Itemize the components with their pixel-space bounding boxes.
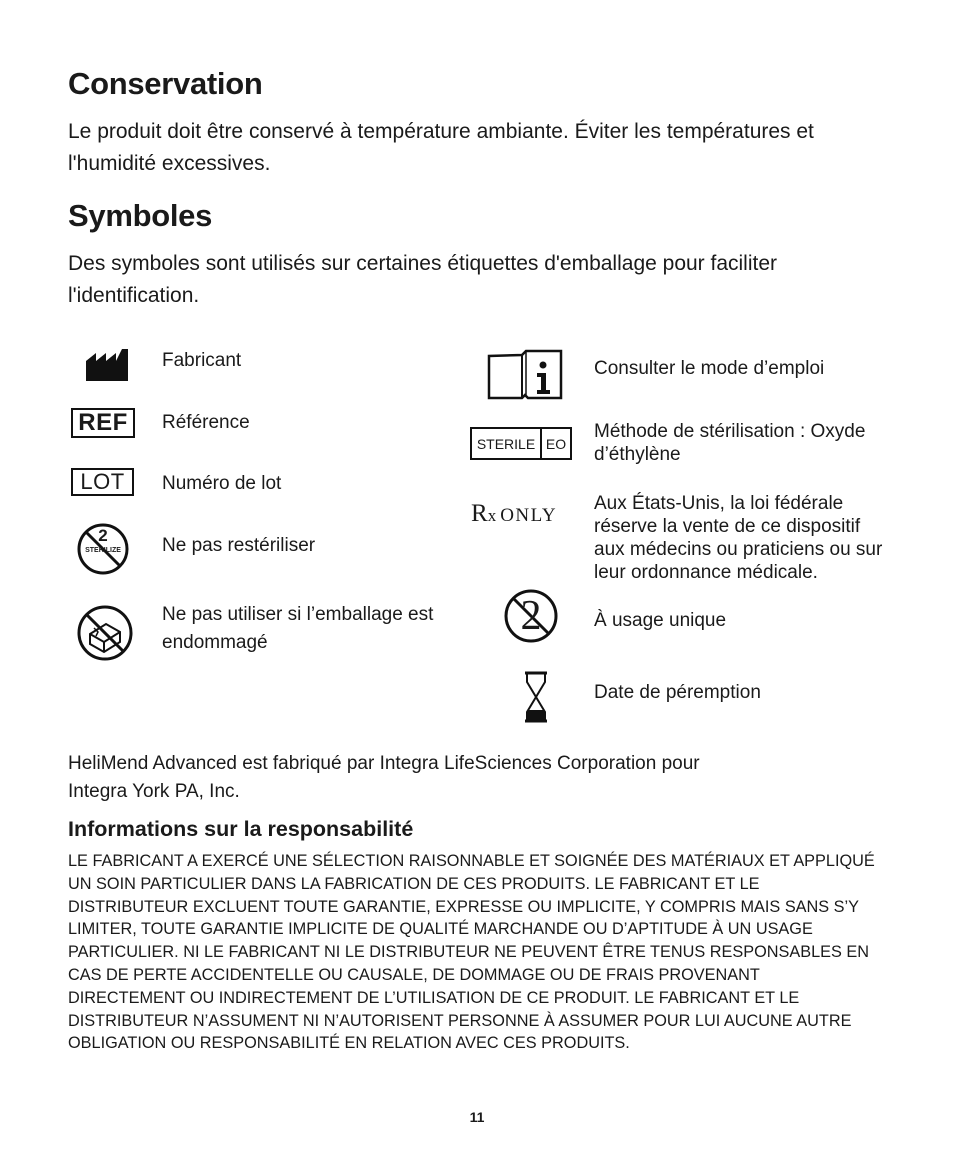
consult-instructions-icon <box>486 348 564 400</box>
symbol-label-resterilize: Ne pas restériliser <box>162 535 316 556</box>
symbol-label-expiry: Date de péremption <box>594 682 761 703</box>
liability-text: LE FABRICANT A EXERCÉ UNE SÉLECTION RAISONNABLE ET SOIGNÉE DES MATÉRIAUX ET APPLIQUÉ UN SOIN PARTICULIER DANS LA FABRICATION DE CES PRODUITS. LE FABRICANT ET LE DISTRIBUTEUR EXCLUENT TOUTE GARANTIE, EXPRESSE OU IMPLICITE, Y COMPRIS MAIS SANS S’Y LIMITER, TOUTE GARANTIE IMPLICITE DE QUALITÉ MARCHANDE OU D’APTITUDE À UN USAGE PARTICULIER. NI LE FABRICANT NI LE DISTRIBUTEUR NE PEUVENT ÊTRE TENUS RESPONSABLES EN CAS DE PERTE ACCIDENTELLE OU CAUSALE, DE DOMMAGE OU DE FRAIS PROVENANT DIRECTEMENT OU INDIRECTEMENT DE L’UTILISATION DE CE PRODUIT. LE FABRICANT ET LE DISTRIBUTEUR N’ASSUMENT NI N’AUTORISENT PERSONNE À ASSUMER POUR LUI AUCUNE AUTRE OBLIGATION OU RESPONSABILITÉ EN RELATION AVEC CES PRODUITS. <box>68 852 875 1053</box>
sterile-eo-icon <box>470 427 572 460</box>
rx-only-icon <box>471 500 581 530</box>
resterilize-icon-number: 2 <box>98 526 108 545</box>
conservation-heading: Conservation <box>68 66 263 101</box>
manufacturer-icon <box>82 344 132 384</box>
rx-r: R <box>471 500 488 527</box>
symbol-label-ref: Référence <box>162 412 250 433</box>
sterile-label: STERILE <box>472 429 542 458</box>
ref-icon-text: REF <box>78 409 128 436</box>
do-not-use-if-damaged-icon <box>76 604 134 662</box>
symbols-heading: Symboles <box>68 198 213 233</box>
liability-heading: Informations sur la responsabilité <box>68 817 414 841</box>
rx-only: ONLY <box>500 505 558 526</box>
ref-icon <box>71 408 135 438</box>
do-not-resterilize-icon <box>76 522 130 576</box>
symbols-intro: Des symboles sont utilisés sur certaines étiquettes d'emballage pour faciliter l'identification. <box>68 252 778 307</box>
hourglass-icon <box>522 670 550 724</box>
single-use-number: 2 <box>520 593 542 639</box>
symbol-label-manufacturer: Fabricant <box>162 350 242 371</box>
symbol-label-lot: Numéro de lot <box>162 473 282 494</box>
eo-label: EO <box>545 435 567 452</box>
symbol-label-sterilization: Méthode de stérilisation : Oxyde d’éthylène <box>594 421 866 465</box>
symbol-label-instructions: Consulter le mode d’emploi <box>594 358 825 379</box>
symbol-label-rx: Aux États-Unis, la loi fédérale réserve la vente de ce dispositif aux médecins ou praticiens ou sur leur ordonnance médicale. <box>594 493 883 583</box>
manufacturer-note: HeliMend Advanced est fabriqué par Integra LifeSciences Corporation pour Integra York PA, Inc. <box>68 753 700 802</box>
symbol-label-single-use: À usage unique <box>594 610 727 631</box>
lot-icon <box>71 468 134 496</box>
rx-x: x <box>487 506 497 525</box>
page-number: 11 <box>469 1109 485 1125</box>
symbol-label-damaged: Ne pas utiliser si l’emballage est endommagé <box>162 604 434 653</box>
resterilize-icon-text: STERILIZE <box>85 547 121 554</box>
single-use-icon <box>503 588 559 644</box>
conservation-text: Le produit doit être conservé à température ambiante. Éviter les températures et l'humidité excessives. <box>68 120 814 175</box>
lot-icon-text: LOT <box>80 469 125 494</box>
